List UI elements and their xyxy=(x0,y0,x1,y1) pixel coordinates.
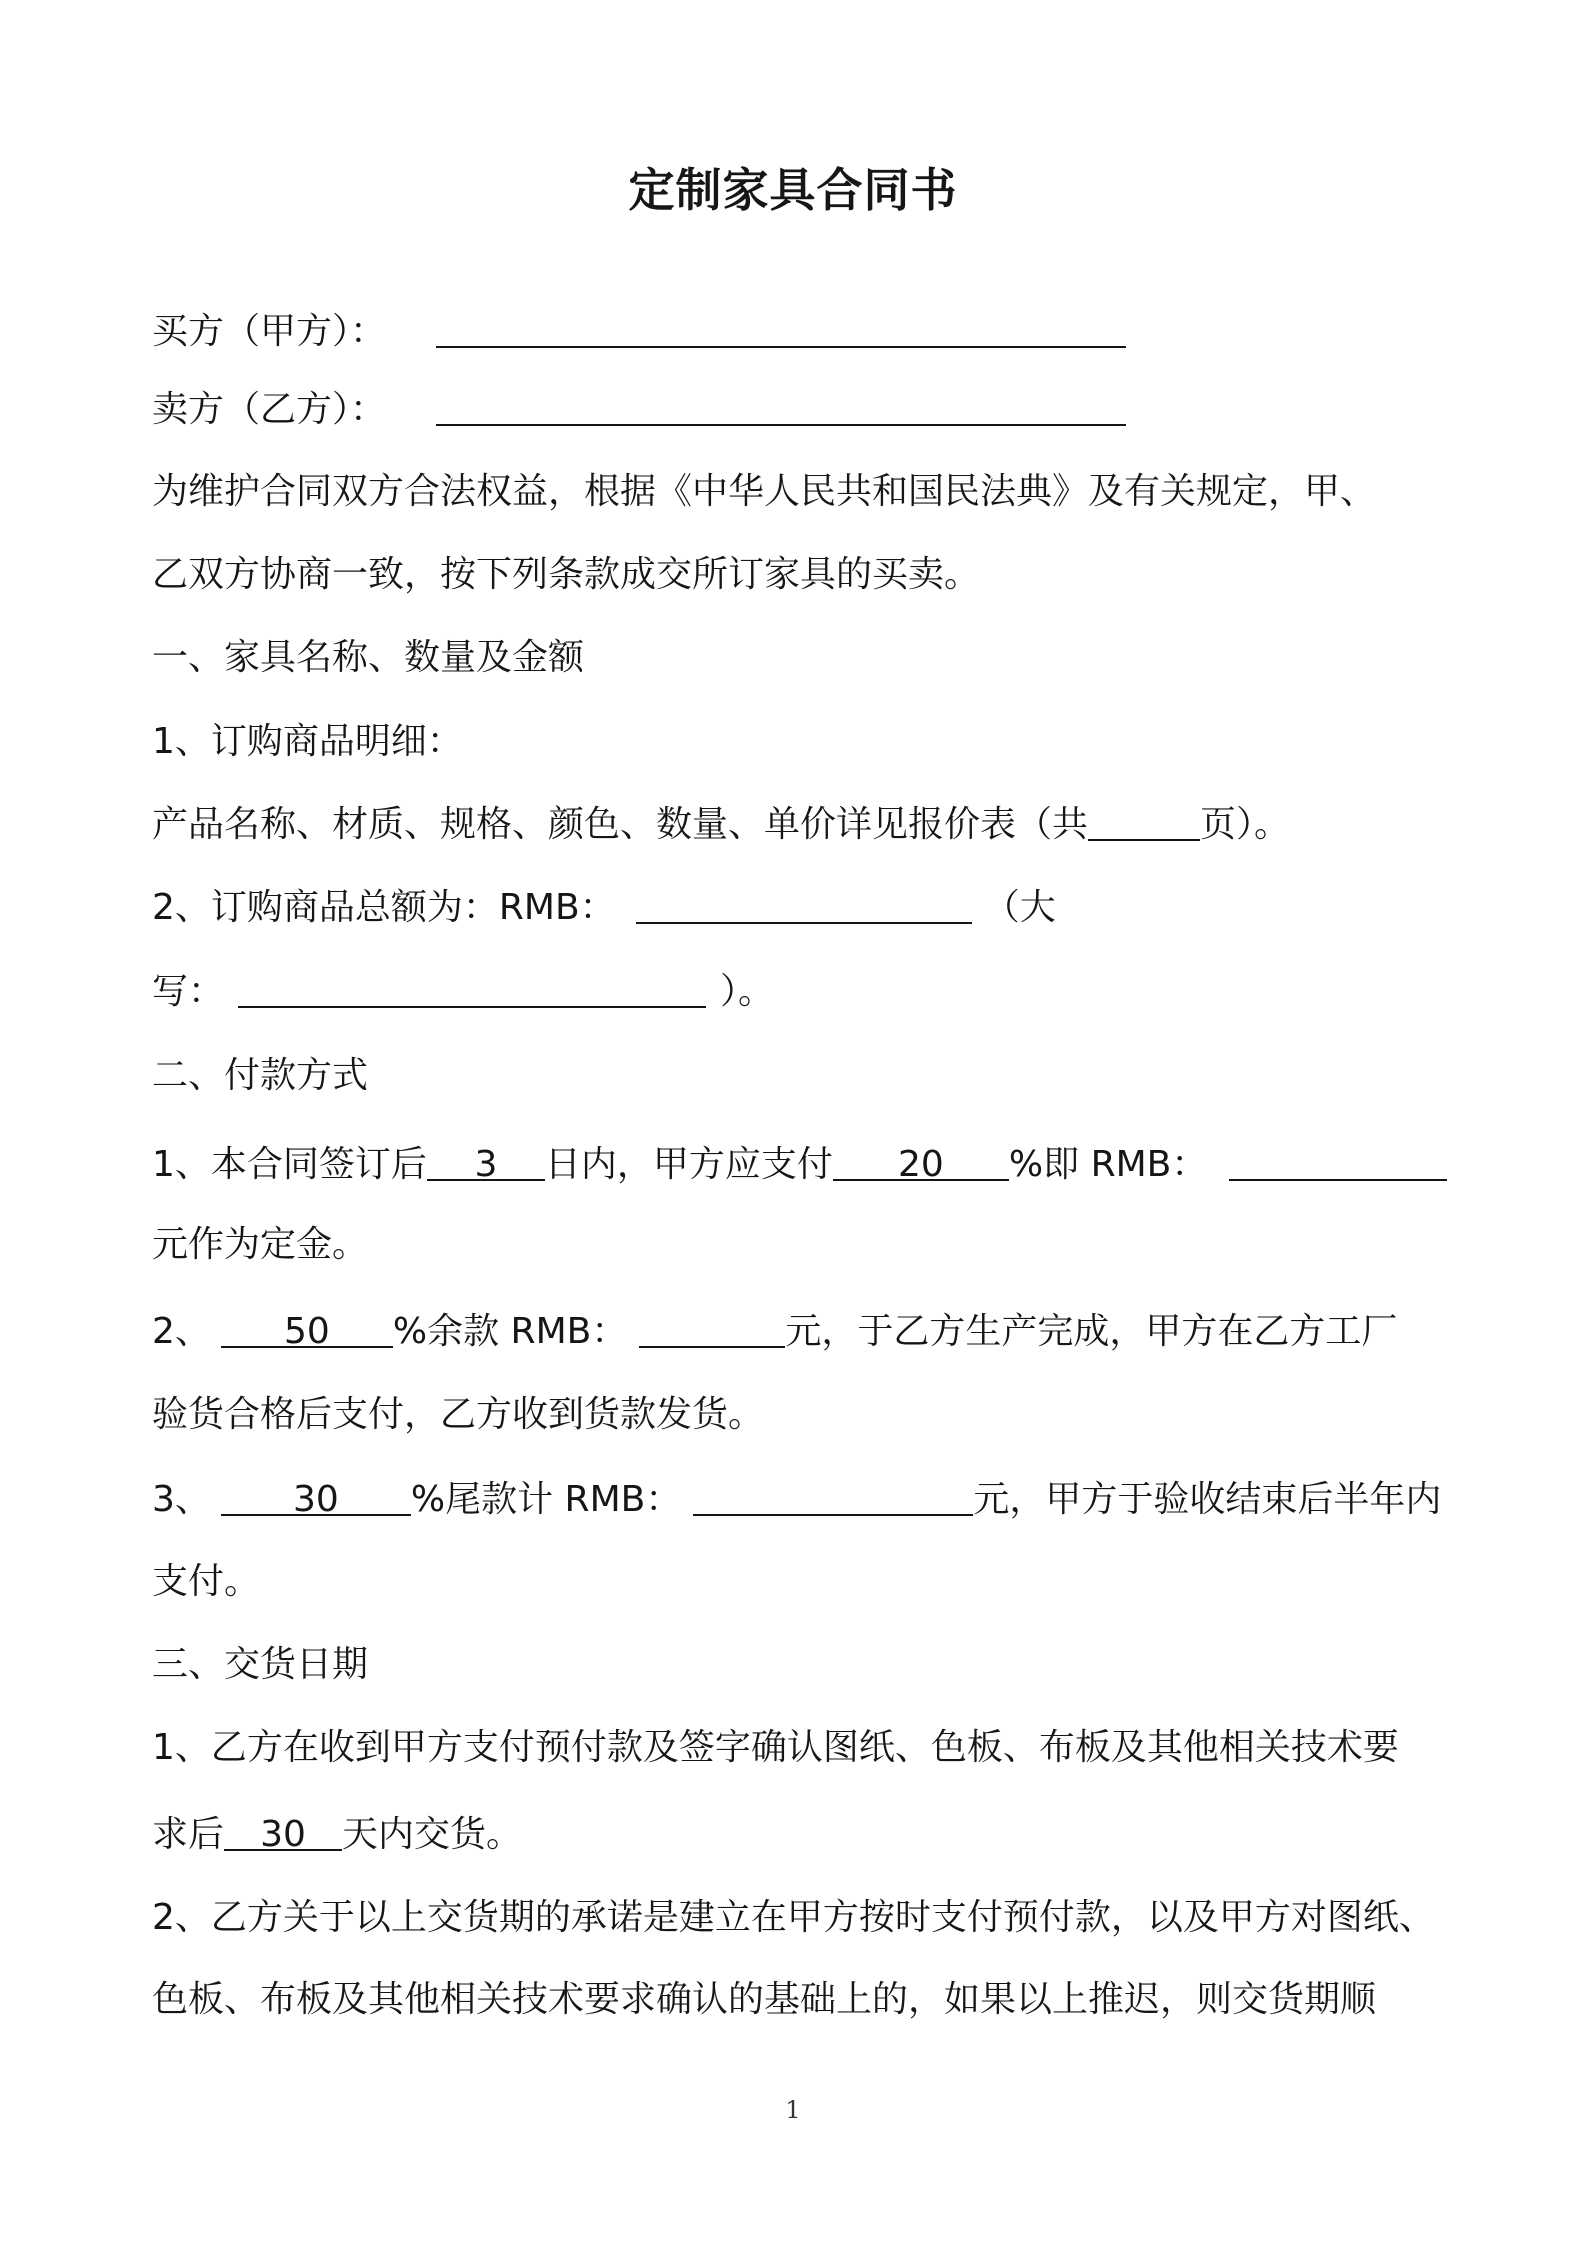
s2-item2-text-b: %余款 RMB： xyxy=(392,1311,628,1352)
s1-total-daxie: （大 xyxy=(983,887,1056,928)
balance-percent-field[interactable]: 50 xyxy=(221,1302,393,1348)
s2-item-2 xyxy=(152,1302,1397,1362)
s2-item1-text-c: %即 RMB： xyxy=(1008,1144,1208,1185)
s2-item3-text-b: %尾款计 RMB： xyxy=(410,1479,682,1520)
deposit-days-field[interactable]: 3 xyxy=(427,1135,545,1181)
seller-row xyxy=(152,380,1126,440)
final-percent-field[interactable]: 30 xyxy=(221,1470,411,1516)
s2-item-1 xyxy=(152,1135,1447,1195)
buyer-blank[interactable] xyxy=(436,302,1126,348)
s3-item1-text-a: 求后 xyxy=(152,1814,225,1855)
s2-item-1-line-2: 元作为定金。 xyxy=(152,1224,369,1265)
buyer-label: 买方（甲方）： xyxy=(152,311,387,352)
balance-amount-blank[interactable] xyxy=(639,1302,785,1348)
s1-daxie-label: 写： xyxy=(152,971,225,1012)
quote-pages-blank[interactable] xyxy=(1088,795,1200,841)
s2-item-2-line-2: 验货合格后支付，乙方收到货款发货。 xyxy=(152,1394,765,1435)
section-1-heading: 一、家具名称、数量及金额 xyxy=(152,637,585,678)
s3-item1-text-b: 天内交货。 xyxy=(342,1814,523,1855)
s2-item2-text-c: 元，于乙方生产完成，甲方在乙方工厂 xyxy=(785,1311,1398,1352)
s3-item-2-line-1: 2、乙方关于以上交货期的承诺是建立在甲方按时支付预付款，以及甲方对图纸、 xyxy=(152,1897,1435,1938)
seller-blank[interactable] xyxy=(436,380,1126,426)
s1-item-2 xyxy=(152,878,1056,938)
s2-item2-text-a: 2、 xyxy=(152,1311,211,1352)
page-number: 1 xyxy=(785,2096,801,2124)
s3-item-2-line-2: 色板、布板及其他相关技术要求确认的基础上的，如果以上推迟，则交货期顺 xyxy=(152,1979,1377,2020)
buyer-row xyxy=(152,302,1126,362)
s2-item1-text-a: 1、本合同签订后 xyxy=(152,1144,427,1185)
s2-item-3 xyxy=(152,1470,1441,1530)
s1-total-label: 2、订购商品总额为：RMB： xyxy=(152,887,616,928)
s1-item-1: 1、订购商品明细： xyxy=(152,721,463,762)
s3-item-1-line-1: 1、乙方在收到甲方支付预付款及签字确认图纸、色板、布板及其他相关技术要 xyxy=(152,1727,1399,1768)
s3-item-1-line-2 xyxy=(152,1805,522,1865)
s2-item-3-line-2: 支付。 xyxy=(152,1561,261,1602)
s1-detail-end: 页）。 xyxy=(1200,804,1291,845)
intro-line-2: 乙双方协商一致，按下列条款成交所订家具的买卖。 xyxy=(152,554,981,595)
s1-daxie-end: ）。 xyxy=(720,971,775,1012)
final-amount-blank[interactable] xyxy=(693,1470,973,1516)
seller-label: 卖方（乙方）： xyxy=(152,389,387,430)
s1-item-2-line-2 xyxy=(152,962,774,1022)
s2-item3-text-c: 元，甲方于验收结束后半年内 xyxy=(973,1479,1442,1520)
total-amount-words-blank[interactable] xyxy=(238,962,706,1008)
document-title: 定制家具合同书 xyxy=(628,163,958,217)
deposit-percent-field[interactable]: 20 xyxy=(833,1135,1009,1181)
s1-detail-text: 产品名称、材质、规格、颜色、数量、单价详见报价表（共 xyxy=(152,804,1089,845)
delivery-days-field[interactable]: 30 xyxy=(224,1805,342,1851)
section-3-heading: 三、交货日期 xyxy=(152,1644,369,1685)
deposit-amount-blank[interactable] xyxy=(1229,1135,1447,1181)
s2-item3-text-a: 3、 xyxy=(152,1479,211,1520)
section-2-heading: 二、付款方式 xyxy=(152,1055,369,1096)
s1-item-1-detail xyxy=(152,795,1290,855)
intro-line-1: 为维护合同双方合法权益，根据《中华人民共和国民法典》及有关规定，甲、 xyxy=(152,471,1377,512)
total-amount-blank[interactable] xyxy=(636,878,972,924)
s2-item1-text-b: 日内，甲方应支付 xyxy=(544,1144,833,1185)
